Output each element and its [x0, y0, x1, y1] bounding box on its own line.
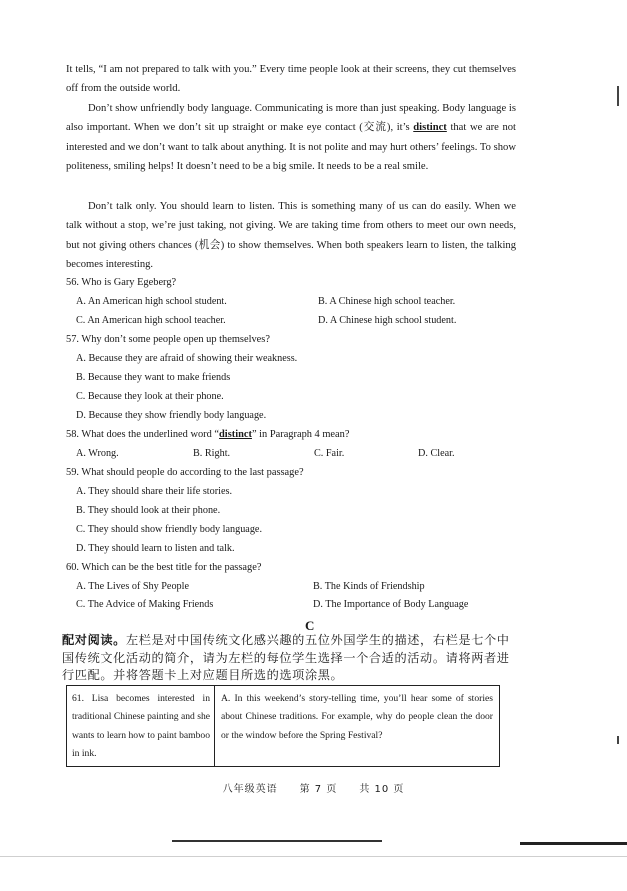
- page-footer: 八年级英语 第 7 页 共 10 页: [222, 784, 405, 795]
- option-58-d: D. Clear.: [418, 448, 455, 459]
- option-57-d: D. Because they show friendly body language.: [76, 410, 267, 421]
- option-60-c: C. The Advice of Making Friends: [76, 599, 214, 610]
- scan-edge-mark: [617, 736, 619, 744]
- option-60-a: A. The Lives of Shy People: [76, 581, 189, 592]
- option-58-b: B. Right.: [193, 448, 231, 459]
- option-60-b: B. The Kinds of Friendship: [313, 581, 425, 592]
- option-58-c: C. Fair.: [314, 448, 345, 459]
- passage-text: that we are not interested and we don’t want to talk about anything. It is not polite and may hurt others’ feelings. To show politeness, smiling helps! It doesn’t need to be a big smile. It needs to be a real smile.: [66, 122, 516, 173]
- question-text: ” in Paragraph 4 mean?: [251, 429, 350, 440]
- option-59-d: D. They should learn to listen and talk.: [76, 543, 235, 554]
- question-56: 56. Who is Gary Egeberg?: [66, 277, 177, 288]
- instructions-text: 左栏是对中国传统文化感兴趣的五位外国学生的描述，右栏是七个中国传统文化活动的简介，请为左栏的每位学生选择一个合适的活动。请将两者进行匹配。并将答题卡上对应题目所选的选项涂黑。: [62, 633, 510, 683]
- passage-text: Don’t talk only. You should learn to listen. This is something many of us can do easily. When we talk without a stop, we’re just taking, not giving. We are taking time from others to meet our own needs, but not giving others chances (机会) to show themselves. When both speakers learn to listen, the talking becomes interesting.: [66, 201, 516, 271]
- scan-edge-mark: [617, 86, 619, 106]
- matching-left-cell: 61. Lisa becomes interested in traditional Chinese painting and she wants to learn how to paint bamboo in ink.: [67, 686, 215, 766]
- option-57-b: B. Because they want to make friends: [76, 372, 231, 383]
- scan-line: [0, 856, 627, 857]
- matching-right-cell: A. In this weekend’s story-telling time, you’ll hear some of stories about Chinese traditions. For example, why do people clean the door or the window before the Spring Festival?: [221, 693, 493, 741]
- passage-paragraph-3: [66, 197, 516, 275]
- option-57-c: C. Because they look at their phone.: [76, 391, 224, 402]
- underlined-word: distinct: [219, 429, 252, 440]
- passage-paragraph-2: [66, 99, 516, 177]
- option-56-d: D. A Chinese high school student.: [318, 315, 457, 326]
- underlined-word: distinct: [413, 122, 447, 134]
- option-59-a: A. They should share their life stories.: [76, 486, 232, 497]
- question-59: 59. What should people do according to the last passage?: [66, 467, 304, 478]
- matching-table: [66, 685, 500, 767]
- option-56-c: C. An American high school teacher.: [76, 315, 226, 326]
- section-heading: C: [305, 618, 315, 633]
- section-instructions: [62, 632, 522, 685]
- passage-text: Don’t show unfriendly body language. Communicating is more than just speaking. Body language is also important. When we don’t sit up straight or make eye contact (交流), it’s: [66, 103, 516, 134]
- question-60: 60. Which can be the best title for the passage?: [66, 562, 262, 573]
- question-57: 57. Why don’t some people open up themselves?: [66, 334, 270, 345]
- option-60-d: D. The Importance of Body Language: [313, 599, 469, 610]
- passage-paragraph-1: [66, 60, 516, 99]
- option-56-b: B. A Chinese high school teacher.: [318, 296, 456, 307]
- option-58-a: A. Wrong.: [76, 448, 119, 459]
- option-59-c: C. They should show friendly body language.: [76, 524, 262, 535]
- question-58: [66, 428, 349, 442]
- instructions-label: 配对阅读。: [62, 633, 126, 647]
- scan-line: [172, 840, 382, 842]
- scan-line: [520, 842, 627, 845]
- option-56-a: A. An American high school student.: [76, 296, 227, 307]
- option-57-a: A. Because they are afraid of showing their weakness.: [76, 353, 298, 364]
- option-59-b: B. They should look at their phone.: [76, 505, 221, 516]
- question-text: 58. What does the underlined word “: [66, 429, 220, 440]
- passage-text: It tells, “I am not prepared to talk with you.” Every time people look at their screens, they cut themselves off from the outside world.: [66, 64, 516, 95]
